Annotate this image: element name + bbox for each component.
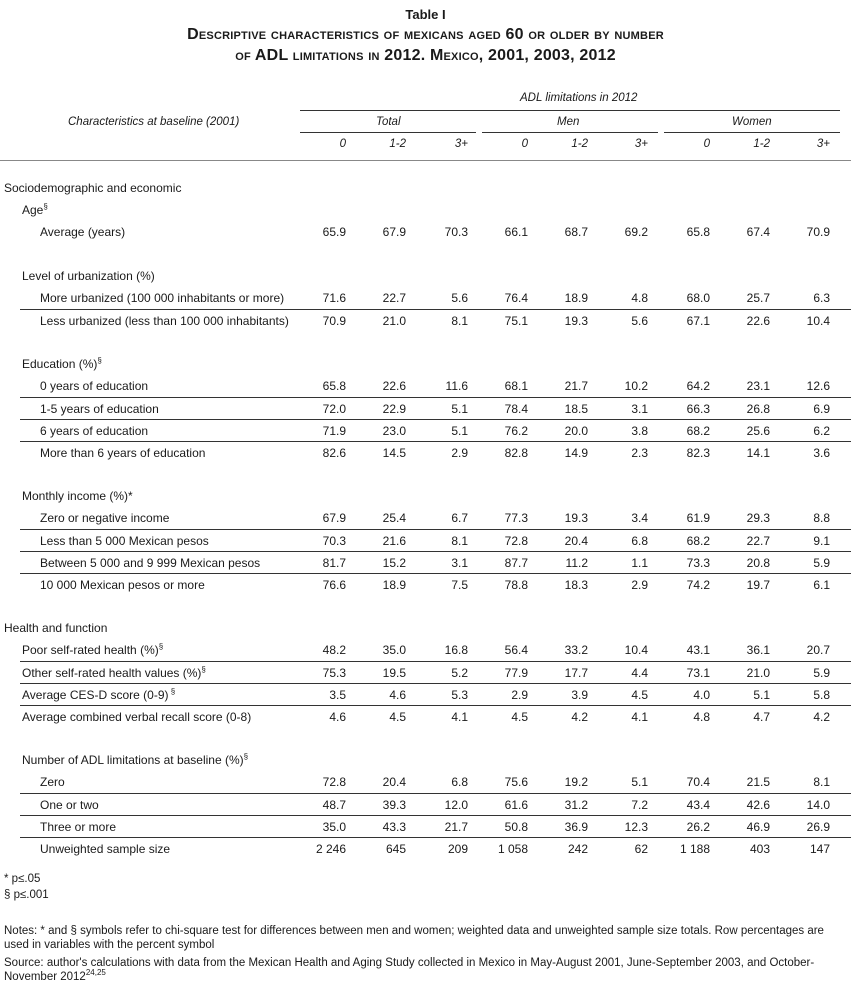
row-label-text: Less than 5 000 Mexican pesos <box>40 534 209 548</box>
footnote-p05: * p≤.05 <box>4 873 41 885</box>
table-cell: 10.4 <box>806 314 830 328</box>
table-cell: 10.4 <box>624 643 648 657</box>
subheading-row <box>0 265 851 287</box>
table-row <box>0 507 851 529</box>
row-label <box>40 375 148 397</box>
row-label-text: Level of urbanization (%) <box>22 269 155 283</box>
notes-source-refs: 24,25 <box>85 968 106 978</box>
table-cell: 73.1 <box>686 666 710 680</box>
subcolumn-header: 0 <box>521 138 528 150</box>
table-cell: 2.3 <box>631 446 648 460</box>
table-cell: 19.5 <box>382 666 406 680</box>
row-label <box>40 287 284 309</box>
table-cell: 14.5 <box>382 446 406 460</box>
table-cell: 20.4 <box>382 775 406 789</box>
row-label <box>40 398 159 420</box>
table-cell: 67.1 <box>686 314 710 328</box>
table-cell: 15.2 <box>382 556 406 570</box>
table-row <box>0 771 851 793</box>
row-label <box>40 552 260 574</box>
table-cell: 3.8 <box>631 424 648 438</box>
table-cell: 11.6 <box>445 379 468 393</box>
table-row <box>20 397 851 420</box>
row-label-text: Unweighted sample size <box>40 842 171 856</box>
table-cell: 18.5 <box>564 402 588 416</box>
row-label <box>22 199 48 221</box>
table-cell: 5.6 <box>631 314 648 328</box>
table-cell: 20.0 <box>564 424 588 438</box>
row-label <box>40 507 169 529</box>
subcolumn-header: 3+ <box>454 138 468 150</box>
table-cell: 74.2 <box>686 578 710 592</box>
table-cell: 8.1 <box>451 314 468 328</box>
table-row <box>20 573 851 596</box>
table-cell: 66.3 <box>686 402 710 416</box>
table-cell: 12.3 <box>624 820 648 834</box>
row-label-text: Average CES-D score (0-9) <box>22 688 169 702</box>
table-cell: 4.4 <box>631 666 648 680</box>
table-cell: 75.1 <box>504 314 528 328</box>
significance-marker: § <box>201 665 206 674</box>
row-label-text: Average combined verbal recall score (0-8) <box>22 710 252 724</box>
table-cell: 19.3 <box>564 314 588 328</box>
table-cell: 67.4 <box>746 225 770 239</box>
table-cell: 77.9 <box>504 666 528 680</box>
table-cell: 19.3 <box>564 511 588 525</box>
table-cell: 4.2 <box>571 710 588 724</box>
table-cell: 5.3 <box>451 688 468 702</box>
row-label-text: One or two <box>40 798 99 812</box>
table-cell: 72.0 <box>322 402 346 416</box>
table-cell: 23.0 <box>382 424 406 438</box>
row-label <box>22 706 251 728</box>
table-cell: 82.6 <box>322 446 346 460</box>
row-label-text: Health and function <box>4 621 108 635</box>
table-cell: 5.1 <box>451 402 468 416</box>
row-label <box>40 442 205 464</box>
table-cell: 17.7 <box>564 666 588 680</box>
row-label-text: Monthly income (%)* <box>22 489 133 503</box>
table-cell: 69.2 <box>624 225 648 239</box>
table-cell: 16.8 <box>444 643 468 657</box>
row-label <box>40 838 170 860</box>
table-cell: 61.6 <box>504 798 528 812</box>
table-cell: 70.4 <box>686 775 710 789</box>
table-cell: 1 188 <box>679 842 710 856</box>
table-cell: 2.9 <box>451 446 468 460</box>
subcolumn-header: 1-2 <box>753 138 770 150</box>
group-header-women: Women <box>732 116 772 128</box>
significance-marker: § <box>243 752 249 761</box>
table-row <box>20 551 851 574</box>
table-cell: 71.6 <box>322 291 346 305</box>
table-cell: 31.2 <box>564 798 588 812</box>
row-label <box>4 177 181 199</box>
table-cell: 73.3 <box>686 556 710 570</box>
table-cell: 72.8 <box>504 534 528 548</box>
table-cell: 6.9 <box>813 402 830 416</box>
table-cell: 25.4 <box>382 511 406 525</box>
subcolumn-header: 0 <box>703 138 710 150</box>
table-cell: 82.3 <box>686 446 710 460</box>
table-cell: 39.3 <box>382 798 406 812</box>
table-cell: 35.0 <box>322 820 346 834</box>
table-cell: 43.1 <box>686 643 710 657</box>
table-cell: 6.8 <box>451 775 468 789</box>
table-cell: 25.7 <box>746 291 770 305</box>
row-label-text: Less urbanized (less than 100 000 inhabitants) <box>40 314 289 328</box>
table-cell: 6.3 <box>813 291 830 305</box>
table-cell: 18.9 <box>564 291 588 305</box>
table-cell: 20.7 <box>806 643 830 657</box>
table-cell: 68.1 <box>504 379 528 393</box>
significance-marker: § <box>43 202 48 211</box>
table-cell: 8.8 <box>813 511 830 525</box>
table-cell: 71.9 <box>322 424 346 438</box>
table-cell: 42.6 <box>746 798 770 812</box>
table-cell: 4.8 <box>693 710 710 724</box>
table-cell: 29.3 <box>746 511 770 525</box>
table-cell: 68.0 <box>686 291 710 305</box>
table-cell: 87.7 <box>504 556 528 570</box>
table-cell: 43.3 <box>382 820 406 834</box>
table-cell: 22.7 <box>382 291 406 305</box>
table-cell: 76.6 <box>322 578 346 592</box>
table-cell: 21.0 <box>746 666 770 680</box>
table-cell: 5.1 <box>451 424 468 438</box>
table-cell: 6.1 <box>813 578 830 592</box>
table-cell: 3.9 <box>571 688 588 702</box>
row-label <box>4 617 107 639</box>
table-cell: 7.2 <box>631 798 648 812</box>
table-cell: 403 <box>749 842 770 856</box>
table-row <box>0 221 851 243</box>
row-label <box>22 749 248 771</box>
notes-text: Notes: * and § symbols refer to chi-square test for differences between men and women; weighted data and unweighted sample size totals. Row percentages are used in variables with the percent symbol <box>4 925 824 951</box>
table-cell: 209 <box>447 842 468 856</box>
table-row <box>20 419 851 442</box>
table-cell: 67.9 <box>382 225 406 239</box>
stub-header: Characteristics at baseline (2001) <box>68 116 240 128</box>
table-cell: 3.1 <box>451 556 468 570</box>
group-header-total: Total <box>376 116 401 128</box>
table-cell: 18.3 <box>564 578 588 592</box>
table-title-line-1: Descriptive characteristics of mexicans aged 60 or older by number <box>187 26 664 43</box>
table-cell: 8.1 <box>813 775 830 789</box>
table-cell: 65.8 <box>322 379 346 393</box>
table-cell: 77.3 <box>504 511 528 525</box>
row-label-text: More than 6 years of education <box>40 446 206 460</box>
table-cell: 5.1 <box>753 688 770 702</box>
table-cell: 4.5 <box>389 710 406 724</box>
table-cell: 21.0 <box>382 314 406 328</box>
row-label <box>40 574 205 596</box>
row-label <box>40 794 99 816</box>
row-label <box>40 816 116 838</box>
subcolumn-header: 0 <box>339 138 346 150</box>
table-cell: 5.9 <box>813 556 830 570</box>
table-cell: 21.7 <box>444 820 468 834</box>
table-cell: 46.9 <box>746 820 770 834</box>
table-cell: 3.4 <box>631 511 648 525</box>
significance-marker: § <box>97 356 102 365</box>
table-cell: 9.1 <box>813 534 830 548</box>
table-cell: 2.9 <box>511 688 528 702</box>
table-cell: 1 058 <box>497 842 528 856</box>
table-cell: 20.4 <box>564 534 588 548</box>
table-cell: 3.6 <box>813 446 830 460</box>
table-cell: 62 <box>634 842 648 856</box>
table-cell: 20.8 <box>746 556 770 570</box>
significance-marker: § <box>168 687 176 696</box>
table-cell: 14.0 <box>806 798 830 812</box>
table-cell: 67.9 <box>322 511 346 525</box>
table-cell: 33.2 <box>564 643 588 657</box>
table-cell: 81.7 <box>322 556 346 570</box>
table-cell: 19.7 <box>746 578 770 592</box>
row-label <box>40 310 289 332</box>
table-cell: 75.6 <box>504 775 528 789</box>
row-label-text: 0 years of education <box>40 379 149 393</box>
table-cell: 70.3 <box>444 225 468 239</box>
table-cell: 48.7 <box>322 798 346 812</box>
table-row <box>20 793 851 816</box>
row-label-text: Between 5 000 and 9 999 Mexican pesos <box>40 556 261 570</box>
table-cell: 78.4 <box>504 402 528 416</box>
table-cell: 242 <box>567 842 588 856</box>
row-label-text: Education (%) <box>22 357 98 371</box>
table-cell: 12.6 <box>806 379 830 393</box>
table-cell: 5.8 <box>813 688 830 702</box>
table-cell: 22.6 <box>382 379 406 393</box>
table-row <box>20 441 851 464</box>
row-label-text: Sociodemographic and economic <box>4 181 182 195</box>
table-row <box>20 683 851 706</box>
table-cell: 70.9 <box>806 225 830 239</box>
table-cell: 78.8 <box>504 578 528 592</box>
subcolumn-header: 1-2 <box>389 138 406 150</box>
group-header-men: Men <box>557 116 580 128</box>
significance-marker: § <box>158 642 164 651</box>
table-cell: 72.8 <box>322 775 346 789</box>
row-label-text: 6 years of education <box>40 424 149 438</box>
row-label <box>22 684 175 706</box>
table-cell: 65.9 <box>322 225 346 239</box>
table-cell: 645 <box>385 842 406 856</box>
row-label-text: 10 000 Mexican pesos or more <box>40 578 205 592</box>
table-cell: 11.2 <box>565 556 588 570</box>
table-cell: 147 <box>809 842 830 856</box>
subheading-row <box>0 353 851 375</box>
table-cell: 14.1 <box>746 446 770 460</box>
table-cell: 25.6 <box>746 424 770 438</box>
table-cell: 23.1 <box>746 379 770 393</box>
table-cell: 66.1 <box>504 225 528 239</box>
table-cell: 22.9 <box>382 402 406 416</box>
row-label-text: Poor self-rated health (%) <box>22 643 159 657</box>
row-label <box>40 221 125 243</box>
table-cell: 8.1 <box>451 534 468 548</box>
subcolumn-header: 3+ <box>816 138 830 150</box>
table-row <box>0 639 851 661</box>
row-label <box>22 353 102 375</box>
table-cell: 12.0 <box>444 798 468 812</box>
subcolumn-header: 1-2 <box>571 138 588 150</box>
table-cell: 64.2 <box>686 379 710 393</box>
table-title-line-2: of ADL limitations in 2012. Mexico, 2001, 2003, 2012 <box>235 47 616 64</box>
table-cell: 6.7 <box>451 511 468 525</box>
table-cell: 26.9 <box>806 820 830 834</box>
table-cell: 4.5 <box>631 688 648 702</box>
table-cell: 70.9 <box>322 314 346 328</box>
row-label-text: Three or more <box>40 820 117 834</box>
table-cell: 82.8 <box>504 446 528 460</box>
table-cell: 4.1 <box>451 710 468 724</box>
table-cell: 4.6 <box>329 710 346 724</box>
table-row <box>20 529 851 552</box>
table-cell: 68.7 <box>564 225 588 239</box>
table-cell: 2.9 <box>631 578 648 592</box>
row-label-text: More urbanized (100 000 inhabitants or more) <box>40 291 285 305</box>
table-cell: 5.1 <box>631 775 648 789</box>
table-cell: 22.7 <box>746 534 770 548</box>
table-cell: 18.9 <box>382 578 406 592</box>
subheading-row <box>0 749 851 771</box>
spanner-header: ADL limitations in 2012 <box>520 92 638 104</box>
table-cell: 43.4 <box>686 798 710 812</box>
table-cell: 35.0 <box>382 643 406 657</box>
table-cell: 21.6 <box>382 534 406 548</box>
row-label-text: Average (years) <box>40 225 126 239</box>
table-cell: 2 246 <box>315 842 346 856</box>
row-label <box>40 420 148 442</box>
row-label <box>22 485 133 507</box>
table-cell: 21.7 <box>564 379 588 393</box>
notes-source <box>4 956 846 984</box>
subheading-row <box>0 485 851 507</box>
table-cell: 76.4 <box>504 291 528 305</box>
subcolumn-header: 3+ <box>634 138 648 150</box>
table-cell: 50.8 <box>504 820 528 834</box>
table-row <box>20 661 851 684</box>
table-cell: 68.2 <box>686 534 710 548</box>
table-cell: 7.5 <box>451 578 468 592</box>
table-cell: 48.2 <box>322 643 346 657</box>
table-number: Table I <box>405 7 446 22</box>
row-label <box>22 639 163 661</box>
table-cell: 10.2 <box>624 379 648 393</box>
table-row <box>20 705 851 728</box>
footnote-p001: § p≤.001 <box>4 889 49 901</box>
table-cell: 61.9 <box>686 511 710 525</box>
table-cell: 26.8 <box>746 402 770 416</box>
table-cell: 21.5 <box>746 775 770 789</box>
table-cell: 36.1 <box>746 643 770 657</box>
table-cell: 76.2 <box>504 424 528 438</box>
row-label <box>40 771 65 793</box>
table-row <box>0 287 851 309</box>
row-label-text: Zero or negative income <box>40 511 170 525</box>
table-cell: 6.2 <box>813 424 830 438</box>
row-label <box>40 530 209 552</box>
table-cell: 70.3 <box>322 534 346 548</box>
table-cell: 4.5 <box>511 710 528 724</box>
table-cell: 68.2 <box>686 424 710 438</box>
subheading-row <box>0 199 851 221</box>
table-cell: 4.7 <box>753 710 770 724</box>
table-cell: 4.2 <box>813 710 830 724</box>
table-row <box>20 815 851 838</box>
table-cell: 22.6 <box>746 314 770 328</box>
row-label-text: Other self-rated health values (%) <box>22 666 202 680</box>
row-label <box>22 662 206 684</box>
table-cell: 1.1 <box>631 556 648 570</box>
row-label-text: Number of ADL limitations at baseline (%) <box>22 753 244 767</box>
table-cell: 56.4 <box>504 643 528 657</box>
table-row <box>0 375 851 397</box>
table-cell: 36.9 <box>564 820 588 834</box>
table-cell: 3.5 <box>329 688 346 702</box>
table-cell: 4.6 <box>389 688 406 702</box>
table-cell: 19.2 <box>564 775 588 789</box>
row-label-text: Zero <box>40 775 65 789</box>
table-cell: 26.2 <box>686 820 710 834</box>
table-cell: 5.2 <box>451 666 468 680</box>
table-cell: 75.3 <box>322 666 346 680</box>
row-label-text: 1-5 years of education <box>40 402 159 416</box>
table-cell: 4.8 <box>631 291 648 305</box>
table-cell: 6.8 <box>631 534 648 548</box>
row-label <box>22 265 155 287</box>
table-cell: 4.1 <box>631 710 648 724</box>
table-cell: 65.8 <box>686 225 710 239</box>
table-cell: 5.9 <box>813 666 830 680</box>
row-label-text: Age <box>22 203 44 217</box>
table-row <box>20 309 851 332</box>
section-row <box>0 177 851 199</box>
table-row <box>20 837 851 860</box>
section-row <box>0 617 851 639</box>
table-cell: 14.9 <box>564 446 588 460</box>
table-cell: 3.1 <box>631 402 648 416</box>
notes-source-text: Source: author's calculations with data from the Mexican Health and Aging Study collected in Mexico in May-August 2001, June-September 2003, and October-November 2012 <box>4 957 815 983</box>
table-cell: 5.6 <box>451 291 468 305</box>
table-cell: 4.0 <box>693 688 710 702</box>
